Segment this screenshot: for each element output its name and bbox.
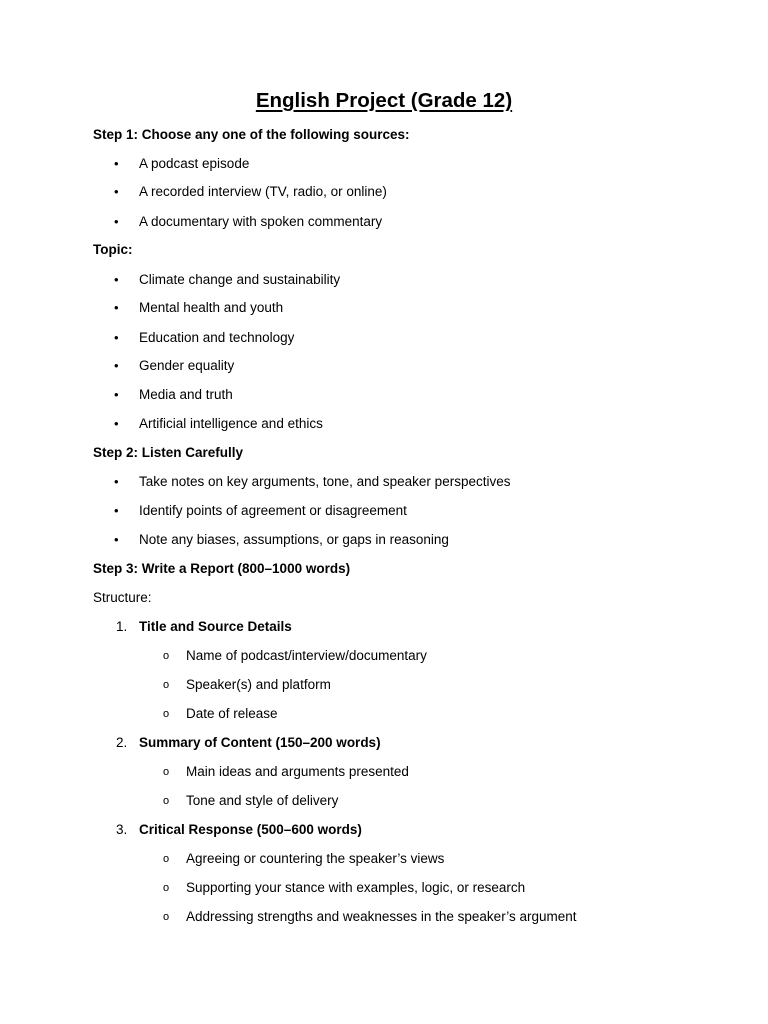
section-item: Supporting your stance with examples, logic, or research [186,880,526,895]
step2-item: Take notes on key arguments, tone, and speaker perspectives [139,474,511,489]
topic-item: Media and truth [139,387,233,402]
circle-bullet-icon: o [163,679,170,691]
section-item: Agreeing or countering the speaker’s views [186,851,445,866]
section-item: Date of release [186,706,278,721]
circle-bullet-icon: o [163,911,170,923]
topic-item: Education and technology [139,330,295,345]
step2-item: Note any biases, assumptions, or gaps in reasoning [139,532,449,547]
step3-heading: Step 3: Write a Report (800–1000 words) [93,561,351,576]
bullet-icon: • [114,214,119,229]
step1-item: A podcast episode [139,156,250,171]
section-item: Main ideas and arguments presented [186,764,409,779]
topic-item: Artificial intelligence and ethics [139,416,323,431]
step1-heading: Step 1: Choose any one of the following sources: [93,127,410,142]
topic-item: Mental health and youth [139,300,284,315]
list-number: 2. [116,735,128,750]
circle-bullet-icon: o [163,882,170,894]
section-item: Tone and style of delivery [186,793,339,808]
bullet-icon: • [114,300,119,315]
bullet-icon: • [114,503,119,518]
section-item: Addressing strengths and weaknesses in the speaker’s argument [186,909,577,924]
section-title: Critical Response (500–600 words) [139,822,362,837]
topic-heading: Topic: [93,242,133,257]
circle-bullet-icon: o [163,853,170,865]
document-title: English Project (Grade 12) [255,89,513,112]
bullet-icon: • [114,330,119,345]
bullet-icon: • [114,184,119,199]
bullet-icon: • [114,272,119,287]
circle-bullet-icon: o [163,795,170,807]
section-title: Title and Source Details [139,619,292,634]
section-title: Summary of Content (150–200 words) [139,735,381,750]
step2-heading: Step 2: Listen Carefully [93,445,244,460]
bullet-icon: • [114,532,119,547]
topic-item: Climate change and sustainability [139,272,341,287]
list-number: 1. [116,619,128,634]
bullet-icon: • [114,474,119,489]
list-number: 3. [116,822,128,837]
circle-bullet-icon: o [163,708,170,720]
bullet-icon: • [114,156,119,171]
circle-bullet-icon: o [163,766,170,778]
bullet-icon: • [114,387,119,402]
topic-item: Gender equality [139,358,235,373]
bullet-icon: • [114,416,119,431]
step2-item: Identify points of agreement or disagreement [139,503,407,518]
section-item: Speaker(s) and platform [186,677,331,692]
structure-label: Structure: [93,590,152,605]
bullet-icon: • [114,358,119,373]
step1-item: A documentary with spoken commentary [139,214,383,229]
step1-item: A recorded interview (TV, radio, or online) [139,184,387,199]
section-item: Name of podcast/interview/documentary [186,648,427,663]
circle-bullet-icon: o [163,650,170,662]
